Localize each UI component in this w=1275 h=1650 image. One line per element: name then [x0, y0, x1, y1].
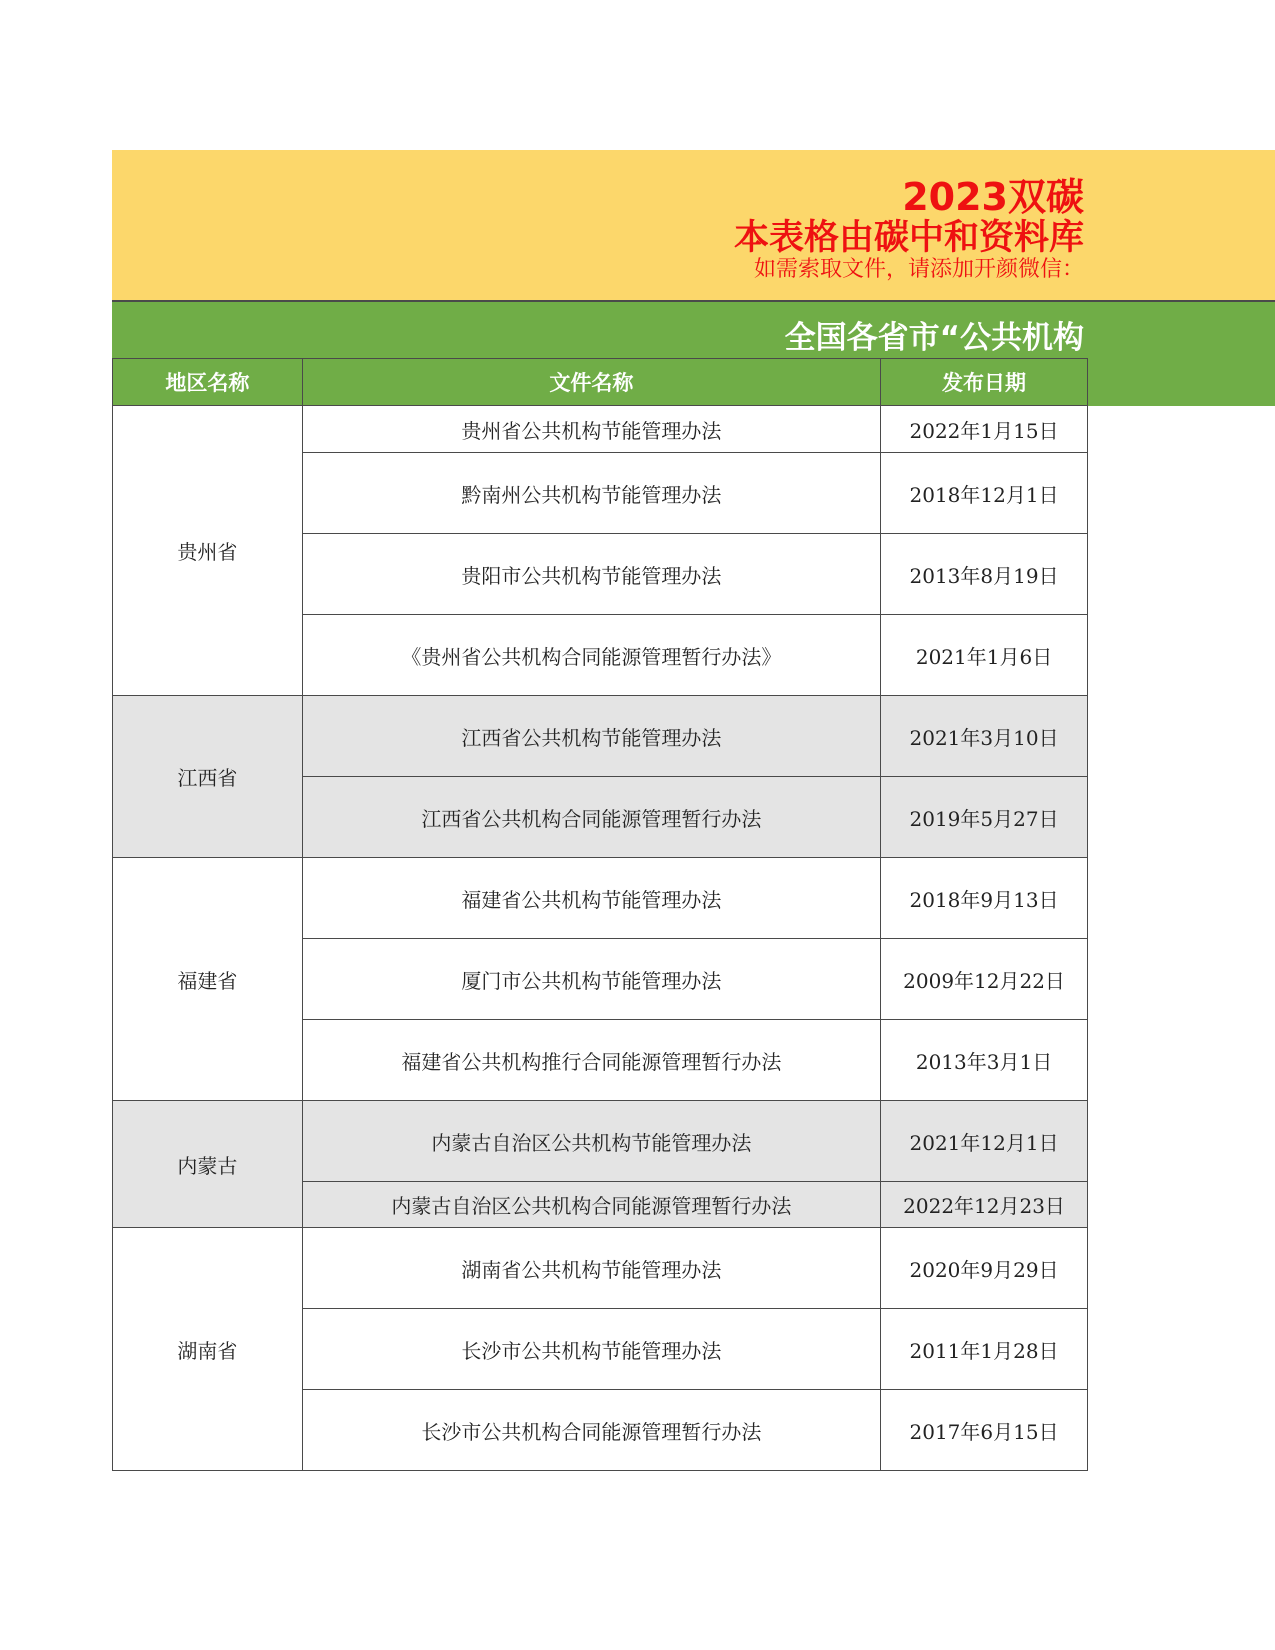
file-name-cell: 贵州省公共机构节能管理办法 — [302, 406, 880, 453]
file-name-cell: 内蒙古自治区公共机构合同能源管理暂行办法 — [302, 1182, 880, 1228]
date-cell: 2009年12月22日 — [881, 939, 1088, 1020]
date-cell: 2018年12月1日 — [881, 453, 1088, 534]
file-name-cell: 《贵州省公共机构合同能源管理暂行办法》 — [302, 615, 880, 696]
date-cell: 2013年3月1日 — [881, 1020, 1088, 1101]
region-cell: 福建省 — [113, 858, 303, 1101]
banner-title: 2023双碳 — [902, 175, 1084, 219]
date-cell: 2021年1月6日 — [881, 615, 1088, 696]
region-cell: 湖南省 — [113, 1228, 303, 1471]
date-cell: 2013年8月19日 — [881, 534, 1088, 615]
banner-contact-note: 如需索取文件，请添加开颜微信： — [753, 257, 1084, 282]
file-name-cell: 江西省公共机构节能管理办法 — [302, 696, 880, 777]
date-cell: 2018年9月13日 — [881, 858, 1088, 939]
table-row — [113, 1101, 1088, 1182]
file-name-cell: 贵阳市公共机构节能管理办法 — [302, 534, 880, 615]
date-cell: 2017年6月15日 — [881, 1390, 1088, 1471]
file-name-cell: 内蒙古自治区公共机构节能管理办法 — [302, 1101, 880, 1182]
column-header-region: 地区名称 — [113, 359, 303, 406]
table-row — [113, 696, 1088, 777]
date-cell: 2022年12月23日 — [881, 1182, 1088, 1228]
date-cell: 2021年12月1日 — [881, 1101, 1088, 1182]
policy-table — [112, 358, 1088, 1471]
date-cell: 2011年1月28日 — [881, 1309, 1088, 1390]
file-name-cell: 湖南省公共机构节能管理办法 — [302, 1228, 880, 1309]
file-name-cell: 黔南州公共机构节能管理办法 — [302, 453, 880, 534]
date-cell: 2022年1月15日 — [881, 406, 1088, 453]
column-header-date: 发布日期 — [881, 359, 1088, 406]
date-cell: 2020年9月29日 — [881, 1228, 1088, 1309]
header-banner — [112, 150, 1275, 300]
file-name-cell: 厦门市公共机构节能管理办法 — [302, 939, 880, 1020]
banner-subtitle: 本表格由碳中和资料库 — [733, 218, 1084, 258]
file-name-cell: 福建省公共机构推行合同能源管理暂行办法 — [302, 1020, 880, 1101]
region-cell: 内蒙古 — [113, 1101, 303, 1228]
file-name-cell: 长沙市公共机构节能管理办法 — [302, 1309, 880, 1390]
table-row — [113, 858, 1088, 939]
table-title-bar — [112, 300, 1275, 360]
table-row — [113, 406, 1088, 453]
date-cell: 2021年3月10日 — [881, 696, 1088, 777]
date-cell: 2019年5月27日 — [881, 777, 1088, 858]
region-cell: 贵州省 — [113, 406, 303, 696]
header-fill — [1088, 358, 1275, 406]
file-name-cell: 长沙市公共机构合同能源管理暂行办法 — [302, 1390, 880, 1471]
table-header-row — [113, 359, 1088, 406]
file-name-cell: 江西省公共机构合同能源管理暂行办法 — [302, 777, 880, 858]
table-title: 全国各省市“公共机构 — [784, 320, 1084, 356]
file-name-cell: 福建省公共机构节能管理办法 — [302, 858, 880, 939]
table-row — [113, 1228, 1088, 1309]
region-cell: 江西省 — [113, 696, 303, 858]
column-header-file: 文件名称 — [302, 359, 880, 406]
